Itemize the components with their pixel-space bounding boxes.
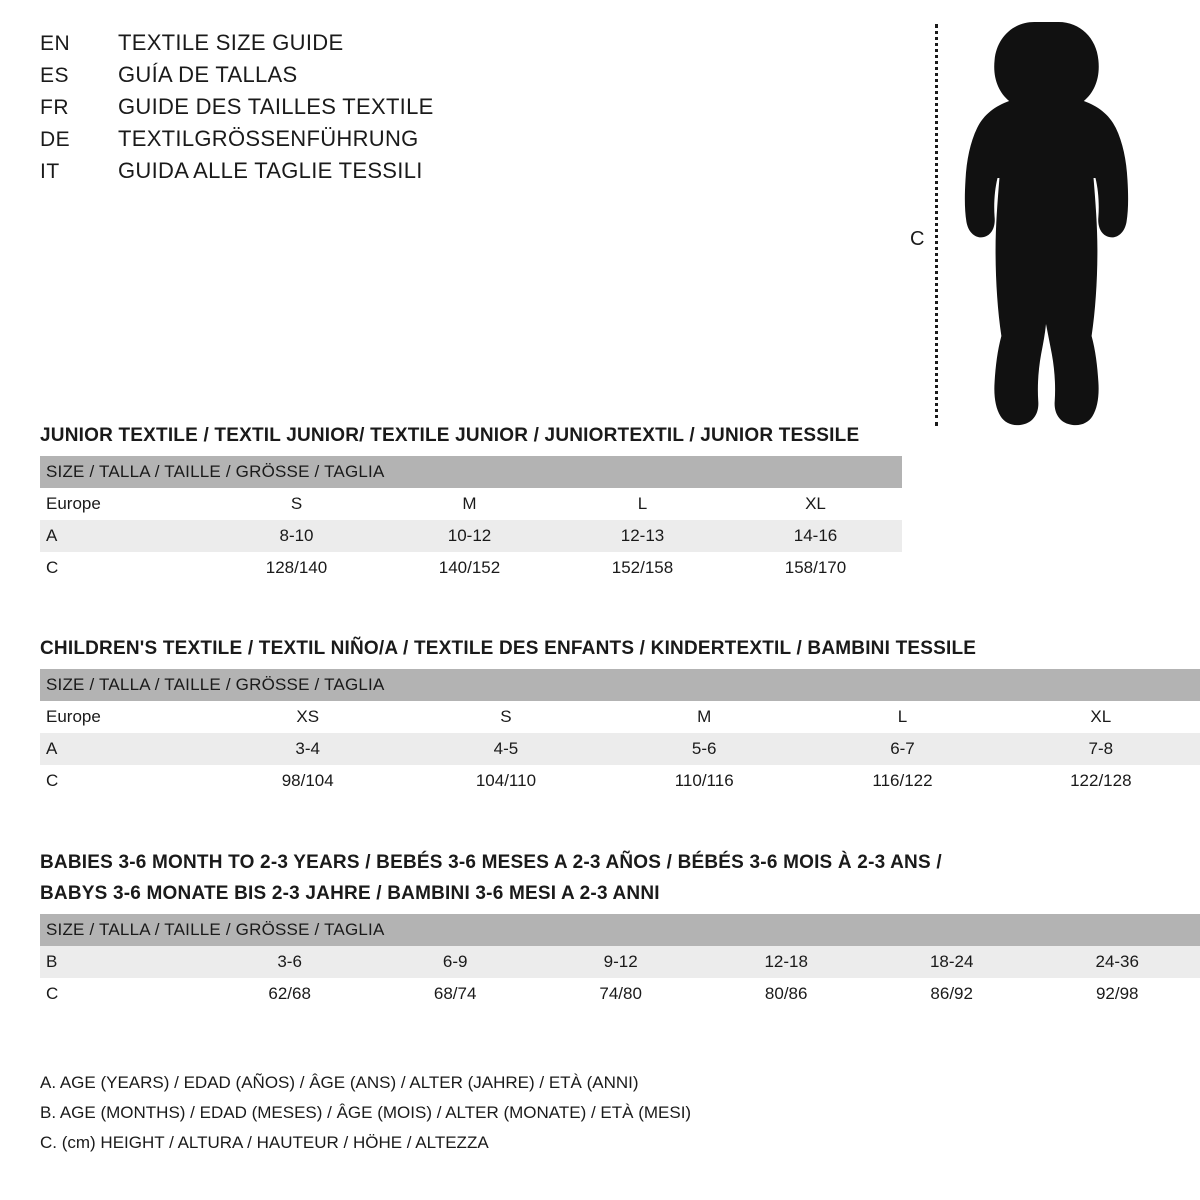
table-row: [40, 946, 1200, 978]
cell-value: S: [210, 488, 383, 520]
row-label: A: [40, 733, 209, 765]
cell-value: 86/92: [869, 978, 1035, 1010]
childrens-size-table: [40, 669, 1200, 797]
cell-value: 98/104: [209, 765, 407, 797]
babies-size-table: [40, 914, 1200, 1010]
table-row: [40, 978, 1200, 1010]
cell-value: 110/116: [605, 765, 803, 797]
cell-value: 158/170: [729, 552, 902, 584]
cell-value: 5-6: [605, 733, 803, 765]
cell-value: 116/122: [803, 765, 1001, 797]
language-row: [40, 158, 740, 190]
row-label: C: [40, 765, 209, 797]
language-row: [40, 126, 740, 158]
size-header-label: SIZE / TALLA / TAILLE / GRÖSSE / TAGLIA: [40, 456, 902, 488]
cell-value: 24-36: [1034, 946, 1200, 978]
cell-value: 3-4: [209, 733, 407, 765]
table-row: [40, 733, 1200, 765]
language-row: [40, 94, 740, 126]
cell-value: 6-7: [803, 733, 1001, 765]
section-title-babies: BABIES 3-6 MONTH TO 2-3 YEARS / BEBÉS 3-6 MESES A 2-3 AÑOS / BÉBÉS 3-6 MOIS À 2-3 ANS /: [40, 852, 942, 873]
table-row: [40, 701, 1200, 733]
table-row: [40, 488, 902, 520]
cell-value: XL: [1002, 701, 1200, 733]
language-code-it: IT: [40, 160, 60, 183]
section-title-junior: JUNIOR TEXTILE / TEXTIL JUNIOR/ TEXTILE JUNIOR / JUNIORTEXTIL / JUNIOR TESSILE: [40, 425, 860, 446]
language-code-fr: FR: [40, 96, 69, 119]
cell-value: 10-12: [383, 520, 556, 552]
height-measure-label: C: [910, 228, 925, 250]
cell-value: 104/110: [407, 765, 605, 797]
legend-block: [40, 1068, 691, 1158]
cell-value: 12-13: [556, 520, 729, 552]
section-childrens-textile: [40, 638, 1200, 797]
row-label: C: [40, 552, 210, 584]
language-row: [40, 30, 740, 62]
language-title-en: TEXTILE SIZE GUIDE: [118, 30, 344, 55]
language-title-fr: GUIDE DES TAILLES TEXTILE: [118, 94, 434, 119]
language-title-block: [40, 30, 740, 190]
cell-value: 92/98: [1034, 978, 1200, 1010]
cell-value: M: [605, 701, 803, 733]
row-label: Europe: [40, 701, 209, 733]
cell-value: 4-5: [407, 733, 605, 765]
cell-value: 80/86: [703, 978, 869, 1010]
row-label: B: [40, 946, 207, 978]
cell-value: XS: [209, 701, 407, 733]
legend-item-age-months: B. AGE (MONTHS) / EDAD (MESES) / ÂGE (MOIS) / ALTER (MONATE) / ETÀ (MESI): [40, 1103, 692, 1122]
cell-value: L: [803, 701, 1001, 733]
child-figure-diagram: [910, 10, 1140, 430]
cell-value: 74/80: [538, 978, 704, 1010]
section-babies-textile: [40, 852, 1200, 1010]
cell-value: 62/68: [207, 978, 373, 1010]
cell-value: S: [407, 701, 605, 733]
legend-item-age-years: A. AGE (YEARS) / EDAD (AÑOS) / ÂGE (ANS) / ALTER (JAHRE) / ETÀ (ANNI): [40, 1073, 639, 1092]
table-row: [40, 552, 902, 584]
language-title-de: TEXTILGRÖSSENFÜHRUNG: [118, 126, 419, 151]
cell-value: 7-8: [1002, 733, 1200, 765]
cell-value: 18-24: [869, 946, 1035, 978]
language-code-es: ES: [40, 64, 70, 87]
size-header-label: SIZE / TALLA / TAILLE / GRÖSSE / TAGLIA: [40, 914, 1200, 946]
table-row: [40, 520, 902, 552]
row-label: C: [40, 978, 207, 1010]
legend-item-height: C. (cm) HEIGHT / ALTURA / HAUTEUR / HÖHE / ALTEZZA: [40, 1133, 489, 1152]
language-title-it: GUIDA ALLE TAGLIE TESSILI: [118, 158, 423, 183]
cell-value: 9-12: [538, 946, 704, 978]
toddler-silhouette-icon: [958, 18, 1133, 430]
height-measure-line-icon: [935, 24, 938, 426]
row-label: Europe: [40, 488, 210, 520]
cell-value: 3-6: [207, 946, 373, 978]
table-header-row: [40, 456, 902, 488]
cell-value: 152/158: [556, 552, 729, 584]
cell-value: L: [556, 488, 729, 520]
language-code-en: EN: [40, 32, 71, 55]
cell-value: 14-16: [729, 520, 902, 552]
size-header-label: SIZE / TALLA / TAILLE / GRÖSSE / TAGLIA: [40, 669, 1200, 701]
cell-value: 6-9: [372, 946, 538, 978]
cell-value: 128/140: [210, 552, 383, 584]
cell-value: 8-10: [210, 520, 383, 552]
cell-value: 68/74: [372, 978, 538, 1010]
cell-value: 140/152: [383, 552, 556, 584]
table-header-row: [40, 914, 1200, 946]
cell-value: 122/128: [1002, 765, 1200, 797]
cell-value: M: [383, 488, 556, 520]
language-row: [40, 62, 740, 94]
row-label: A: [40, 520, 210, 552]
table-row: [40, 765, 1200, 797]
language-code-de: DE: [40, 128, 71, 151]
section-junior-textile: [40, 425, 902, 584]
table-header-row: [40, 669, 1200, 701]
junior-size-table: [40, 456, 902, 584]
cell-value: XL: [729, 488, 902, 520]
language-title-es: GUÍA DE TALLAS: [118, 62, 298, 87]
section-title-babies-line2: BABYS 3-6 MONATE BIS 2-3 JAHRE / BAMBINI 3-6 MESI A 2-3 ANNI: [40, 883, 660, 904]
section-title-childrens: CHILDREN'S TEXTILE / TEXTIL NIÑO/A / TEXTILE DES ENFANTS / KINDERTEXTIL / BAMBINI TESSILE: [40, 638, 977, 659]
cell-value: 12-18: [703, 946, 869, 978]
